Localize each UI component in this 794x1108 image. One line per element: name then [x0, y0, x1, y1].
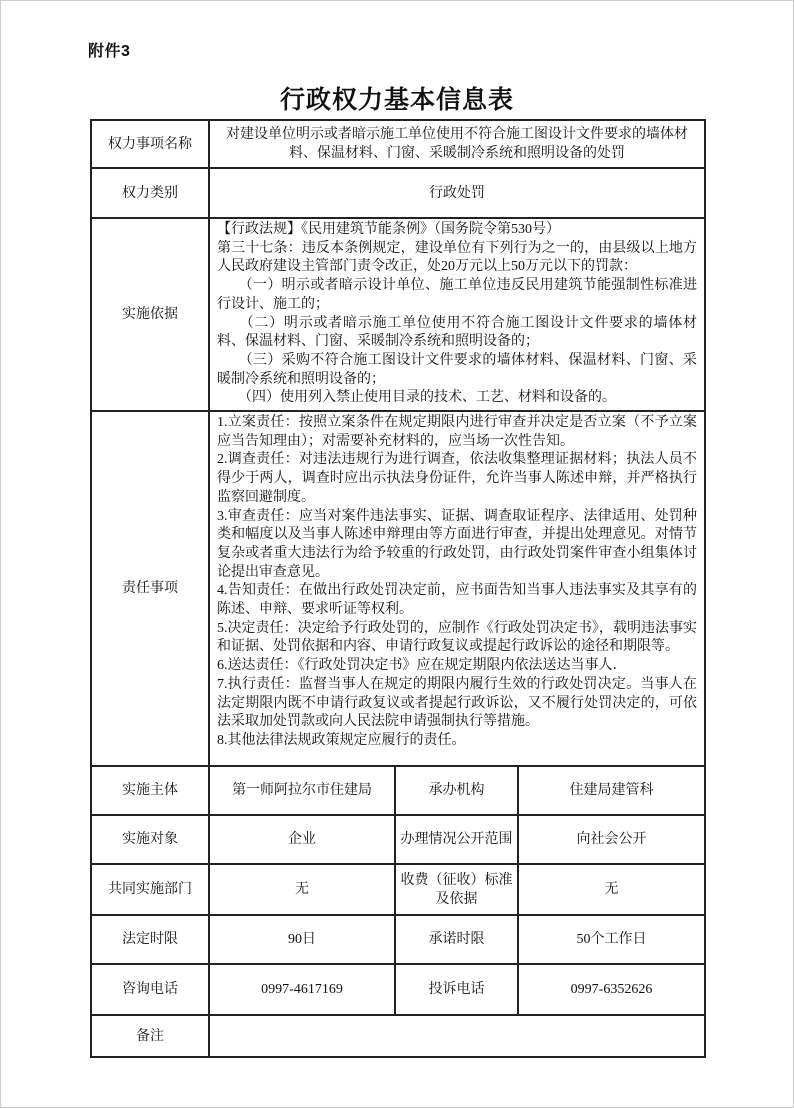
consultation-phone-label: 咨询电话 — [91, 964, 209, 1015]
disclosure-scope-label: 办理情况公开范围 — [395, 815, 518, 864]
paragraph-line: （二）明示或者暗示施工单位使用不符合施工图设计文件要求的墙体材料、保温材料、门窗、采暖制冷系统和照明设备的； — [217, 315, 698, 350]
fee-standard-label: 收费（征收）标准及依据 — [395, 864, 518, 915]
complaint-phone-label: 投诉电话 — [395, 964, 518, 1015]
remarks-value — [209, 1015, 705, 1057]
power-name-label: 权力事项名称 — [91, 120, 209, 168]
joint-department-label: 共同实施部门 — [91, 864, 209, 915]
power-category-label: 权力类别 — [91, 168, 209, 218]
table-row-statutory-time-limit — [91, 915, 705, 964]
paragraph-line: 2.调查责任：对违法违规行为进行调查，依法收集整理证据材料；执法人员不得少于两人，调查时应出示执法身份证件，允许当事人陈述申辩，并严格执行监察回避制度。 — [217, 452, 698, 505]
disclosure-scope-value: 向社会公开 — [518, 815, 705, 864]
table-row-implementation-target — [91, 815, 705, 864]
joint-department-value: 无 — [209, 864, 395, 915]
consultation-phone-value: 0997-4617169 — [209, 964, 395, 1015]
table-row-phones — [91, 964, 705, 1015]
statutory-time-limit-label: 法定时限 — [91, 915, 209, 964]
table-row-implementation-basis — [91, 218, 705, 411]
paragraph-line: 1.立案责任：按照立案条件在规定期限内进行审查并决定是否立案（不予立案应当告知理由）；对需要补充材料的，应当场一次性告知。 — [217, 415, 698, 449]
paragraph-line: （四）使用列入禁止使用目录的技术、工艺、材料和设备的。 — [217, 390, 616, 406]
complaint-phone-value: 0997-6352626 — [518, 964, 705, 1015]
table-row-joint-department — [91, 864, 705, 915]
power-name-value: 对建设单位明示或者暗示施工单位使用不符合施工图设计文件要求的墙体材料、保温材料、门窗、采暖制冷系统和照明设备的处罚 — [209, 120, 705, 168]
fee-standard-value: 无 — [518, 864, 705, 915]
implementer-value: 第一师阿拉尔市住建局 — [209, 766, 395, 815]
promised-time-limit-label: 承诺时限 — [395, 915, 518, 964]
info-table — [90, 119, 706, 1058]
implementation-target-value: 企业 — [209, 815, 395, 864]
implementation-target-label: 实施对象 — [91, 815, 209, 864]
paragraph-line: 7.执行责任：监督当事人在规定的期限内履行生效的行政处罚决定。当事人在法定期限内既不申请行政复议或者提起行政诉讼，又不履行处罚决定的，可依法采取加处罚款或向人民法院申请强制执行等措施。 — [217, 676, 698, 730]
table-row-power-name — [91, 120, 705, 168]
handling-agency-value: 住建局建管科 — [518, 766, 705, 815]
implementer-label: 实施主体 — [91, 766, 209, 815]
handling-agency-label: 承办机构 — [395, 766, 518, 815]
paragraph-line: 6.送达责任：《行政处罚决定书》应在规定期限内依法送达当事人． — [217, 658, 627, 674]
paragraph-line: （三）采购不符合施工图设计文件要求的墙体材料、保温材料、门窗、采暖制冷系统和照明设备的； — [217, 352, 698, 387]
table-row-implementer — [91, 766, 705, 815]
paragraph-line: 4.告知责任：在做出行政处罚决定前，应书面告知当事人违法事实及其享有的陈述、申辩、要求听证等权利。 — [217, 583, 698, 618]
power-category-value: 行政处罚 — [209, 168, 705, 218]
paragraph-line: 【行政法规】《民用建筑节能条例》（国务院令第530号） — [217, 222, 560, 237]
attachment-label: 附件3 — [88, 43, 131, 60]
table-row-remarks — [91, 1015, 705, 1057]
promised-time-limit-value: 50个工作日 — [518, 915, 705, 964]
responsibility-items-label: 责任事项 — [91, 411, 209, 766]
paragraph-line: 第三十七条：违反本条例规定，建设单位有下列行为之一的，由县级以上地方人民政府建设主管部门责令改正，处20万元以上50万元以下的罚款： — [217, 240, 698, 275]
statutory-time-limit-value: 90日 — [209, 915, 395, 964]
paragraph-line: 5.决定责任：决定给予行政处罚的，应制作《行政处罚决定书》，载明违法事实和证据、处罚依据和内容、申请行政复议或提起行政诉讼的途径和期限等。 — [217, 620, 698, 655]
responsibility-items-value — [209, 411, 705, 766]
paragraph-line: 3.审查责任：应当对案件违法事实、证据、调查取证程序、法律适用、处罚种类和幅度以及当事人陈述申辩理由等方面进行审查，并提出处理意见。对情节复杂或者重大违法行为给予较重的行政处罚，由行政处罚案件审查小组集体讨论提出审查意见。 — [217, 508, 698, 580]
implementation-basis-value — [209, 218, 705, 411]
table-row-responsibility-items — [91, 411, 705, 766]
implementation-basis-label: 实施依据 — [91, 218, 209, 411]
table-row-power-category — [91, 168, 705, 218]
page-title: 行政权力基本信息表 — [279, 87, 514, 114]
paragraph-line: 8.其他法律法规政策规定应履行的责任。 — [217, 732, 466, 748]
paragraph-line: （一）明示或者暗示设计单位、施工单位违反民用建筑节能强制性标准进行设计、施工的； — [217, 278, 698, 312]
remarks-label: 备注 — [91, 1015, 209, 1057]
